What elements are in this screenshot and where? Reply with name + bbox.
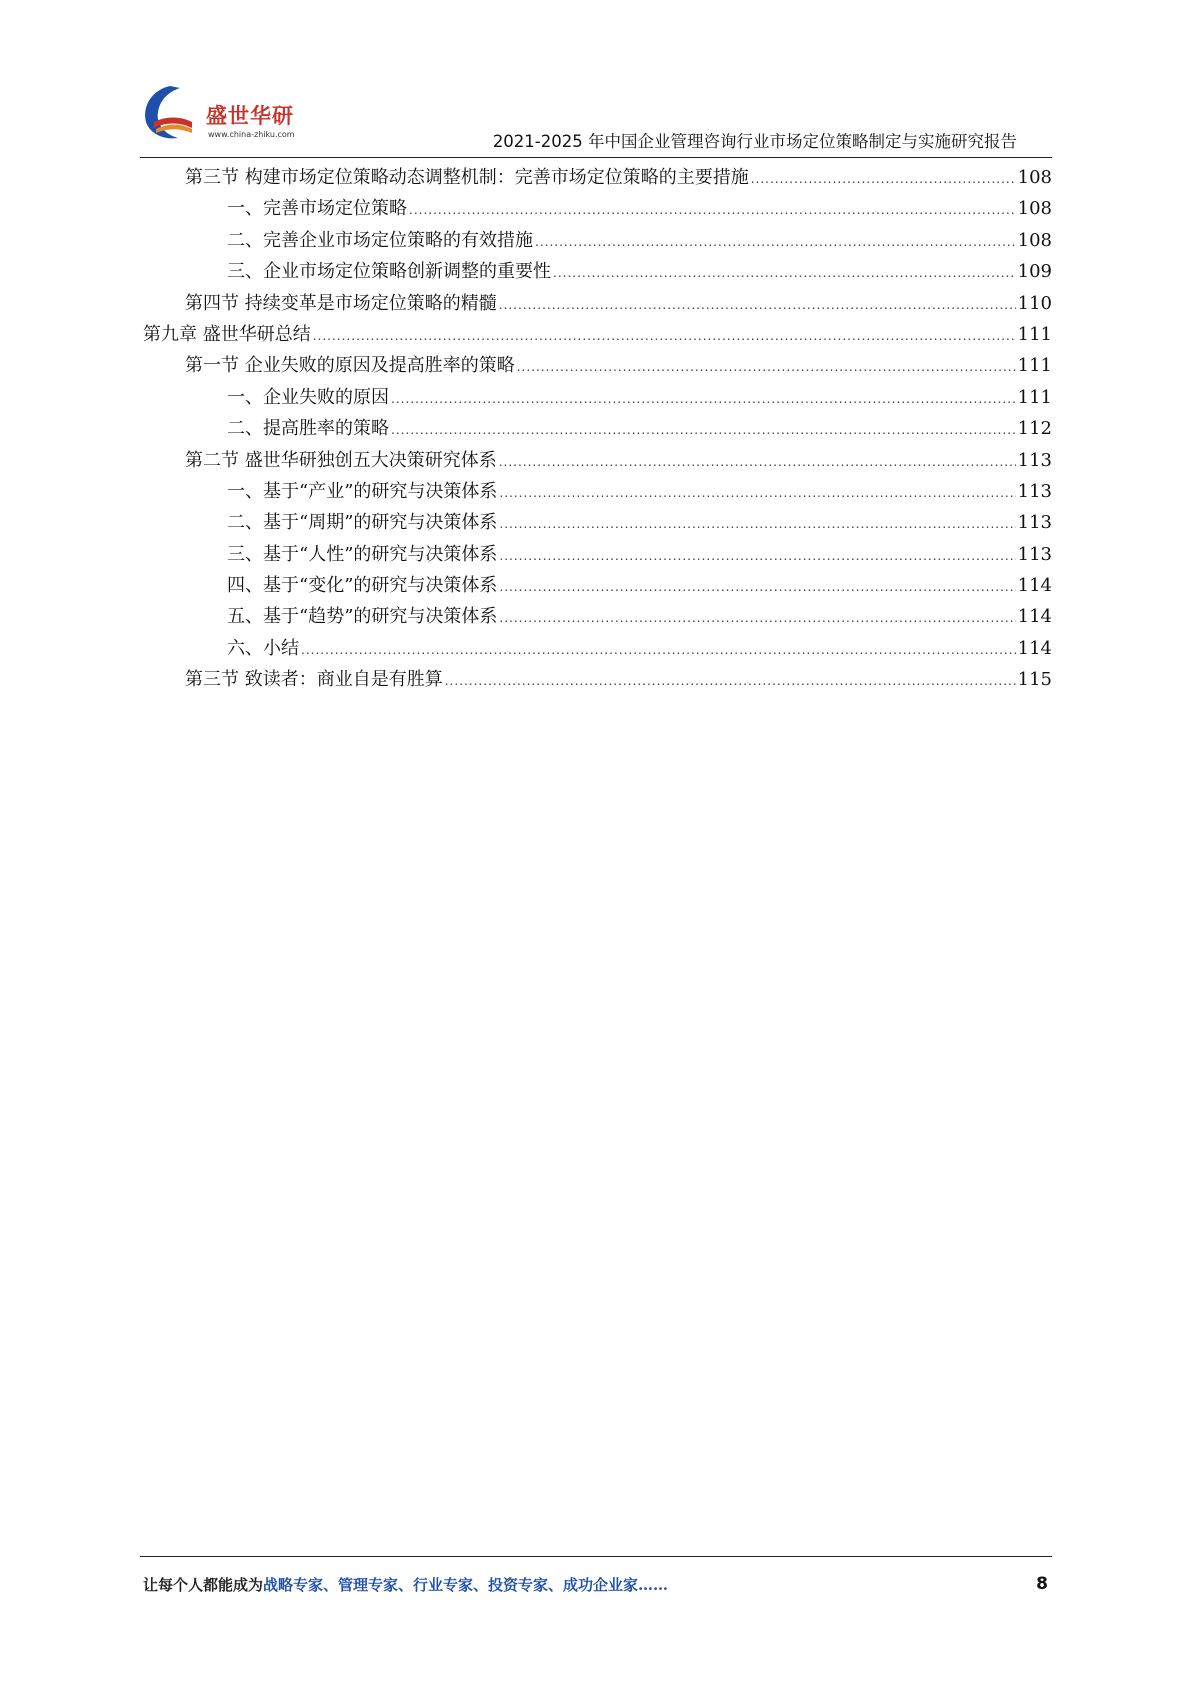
- logo-url: www.china-zhiku.com: [208, 130, 295, 139]
- toc-dot-leader: [499, 509, 1015, 540]
- toc-entry-page: 110: [1017, 292, 1052, 314]
- page-number: 8: [1036, 1574, 1048, 1594]
- toc-dot-leader: [445, 666, 1016, 697]
- toc-entry-page: 108: [1017, 229, 1052, 251]
- toc-entry-page: 109: [1017, 261, 1052, 283]
- logo-name: 盛世华研: [206, 104, 294, 128]
- page-header: [140, 78, 1052, 158]
- toc-entry[interactable]: [140, 570, 1052, 601]
- toc-entry-title: 第九章 盛世华研总结: [143, 323, 311, 345]
- toc-entry-page: 111: [1017, 386, 1052, 408]
- toc-entry[interactable]: [140, 507, 1052, 538]
- toc-entry[interactable]: [140, 664, 1052, 695]
- toc-entry-title: 五、基于“趋势”的研究与决策体系: [227, 606, 498, 628]
- toc-entry-title: 第一节 企业失败的原因及提高胜率的策略: [185, 355, 515, 377]
- toc-dot-leader: [553, 258, 1016, 289]
- company-logo: [140, 78, 310, 153]
- toc-dot-leader: [409, 195, 1016, 226]
- toc-dot-leader: [499, 603, 1015, 634]
- toc-entry-title: 一、基于“产业”的研究与决策体系: [227, 480, 498, 502]
- toc-entry-page: 112: [1017, 418, 1052, 440]
- toc-entry-page: 115: [1017, 669, 1052, 691]
- toc-entry-page: 114: [1017, 637, 1052, 659]
- footer-divider: [140, 1556, 1052, 1557]
- toc-entry-page: 113: [1017, 512, 1052, 534]
- toc-entry-title: 一、企业失败的原因: [227, 386, 389, 408]
- toc-entry-page: 111: [1017, 323, 1052, 345]
- toc-entry-page: 111: [1017, 355, 1052, 377]
- toc-dot-leader: [499, 290, 1016, 321]
- toc-entry-title: 第三节 致读者：商业自是有胜算: [185, 669, 443, 691]
- toc-entry[interactable]: [140, 256, 1052, 287]
- toc-entry-title: 六、小结: [227, 637, 299, 659]
- toc-entry-title: 一、完善市场定位策略: [227, 198, 407, 220]
- toc-entry[interactable]: [140, 382, 1052, 413]
- toc-entry[interactable]: [140, 601, 1052, 632]
- table-of-contents: [140, 162, 1052, 696]
- toc-entry[interactable]: [140, 539, 1052, 570]
- toc-entry-title: 第三节 构建市场定位策略动态调整机制：完善市场定位策略的主要措施: [185, 167, 749, 188]
- toc-entry[interactable]: [140, 225, 1052, 256]
- toc-dot-leader: [313, 321, 1016, 352]
- toc-entry-page: 108: [1017, 167, 1052, 188]
- toc-entry-page: 113: [1017, 480, 1052, 502]
- toc-entry-page: 108: [1017, 198, 1052, 220]
- toc-dot-leader: [391, 384, 1016, 415]
- toc-entry[interactable]: [140, 193, 1052, 224]
- toc-entry-title: 三、企业市场定位策略创新调整的重要性: [227, 261, 551, 283]
- toc-entry-title: 三、基于“人性”的研究与决策体系: [227, 543, 498, 565]
- toc-entry[interactable]: [140, 476, 1052, 507]
- toc-dot-leader: [301, 635, 1016, 666]
- toc-dot-leader: [499, 447, 1016, 478]
- toc-entry[interactable]: [140, 445, 1052, 476]
- toc-dot-leader: [499, 541, 1015, 572]
- toc-entry[interactable]: [140, 633, 1052, 664]
- toc-entry-title: 二、完善企业市场定位策略的有效措施: [227, 229, 533, 251]
- toc-entry[interactable]: [140, 350, 1052, 381]
- toc-dot-leader: [751, 164, 1016, 195]
- toc-entry[interactable]: [140, 413, 1052, 444]
- slogan-prefix: 让每个人都能成为: [143, 1576, 264, 1594]
- book-swoosh-icon: [140, 82, 210, 144]
- toc-entry-title: 四、基于“变化”的研究与决策体系: [227, 575, 498, 597]
- toc-dot-leader: [517, 352, 1016, 383]
- toc-dot-leader: [391, 415, 1016, 446]
- toc-entry-title: 二、基于“周期”的研究与决策体系: [227, 512, 498, 534]
- header-divider: [140, 157, 1052, 158]
- toc-entry-page: 113: [1017, 543, 1052, 565]
- toc-dot-leader: [535, 227, 1016, 258]
- toc-entry[interactable]: [140, 162, 1052, 193]
- toc-entry-title: 第二节 盛世华研独创五大决策研究体系: [185, 449, 497, 471]
- toc-entry-page: 114: [1017, 606, 1052, 628]
- toc-entry-title: 二、提高胜率的策略: [227, 418, 389, 440]
- toc-entry-page: 113: [1017, 449, 1052, 471]
- slogan-highlight: 战略专家、管理专家、行业专家、投资专家、成功企业家……: [263, 1576, 669, 1594]
- toc-dot-leader: [499, 572, 1015, 603]
- toc-entry[interactable]: [140, 319, 1052, 350]
- toc-dot-leader: [499, 478, 1015, 509]
- toc-entry-page: 114: [1017, 575, 1052, 597]
- toc-entry[interactable]: [140, 288, 1052, 319]
- report-title: 2021-2025 年中国企业管理咨询行业市场定位策略制定与实施研究报告: [492, 132, 1017, 151]
- page-footer: [143, 1574, 1048, 1598]
- toc-entry-title: 第四节 持续变革是市场定位策略的精髓: [185, 292, 497, 314]
